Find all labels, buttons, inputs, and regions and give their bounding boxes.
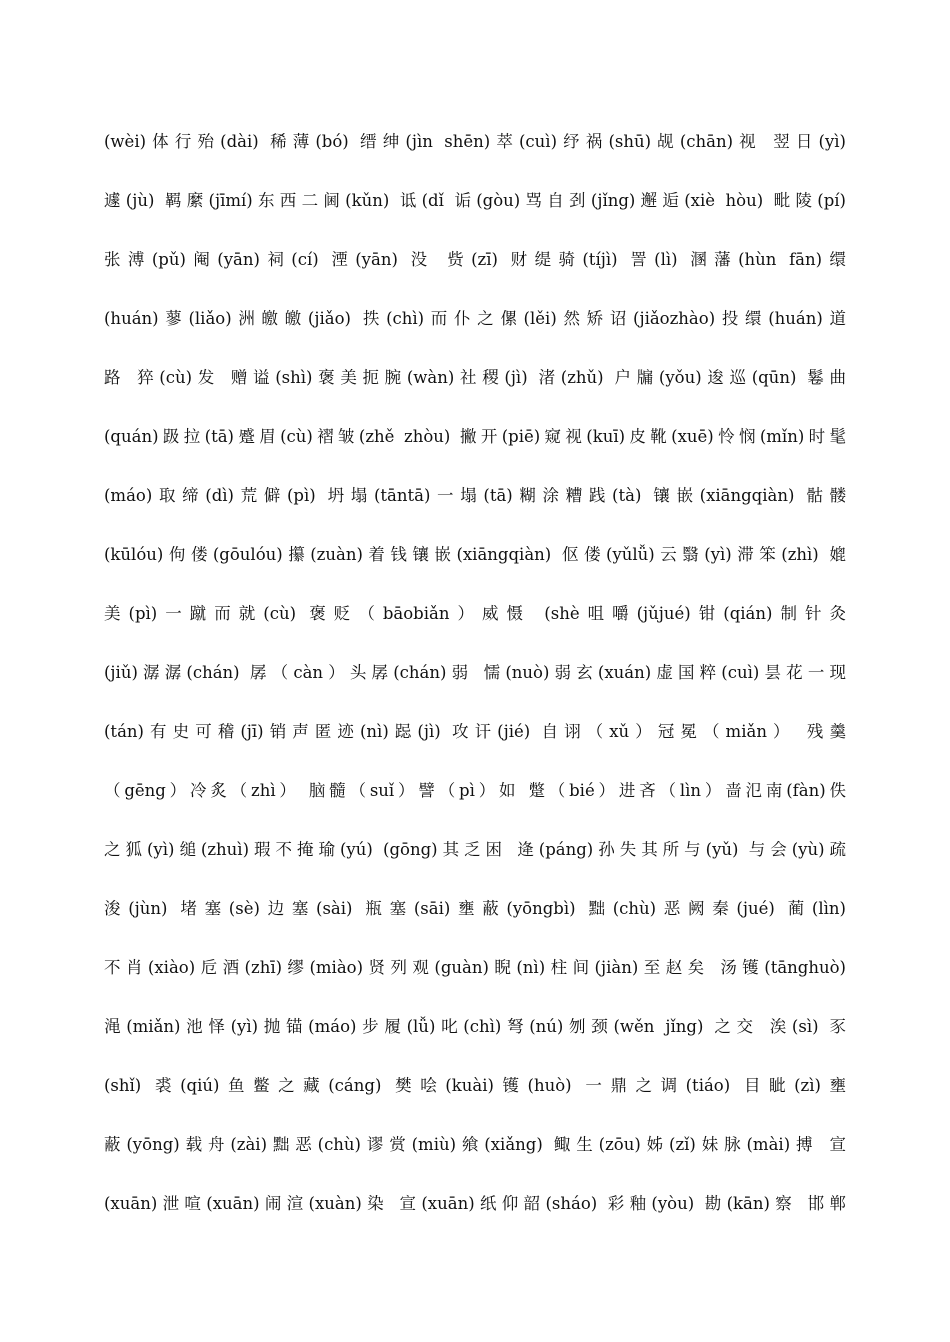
text-line-9: 美(pì)一蹴而就(cù) 褒贬（bāobiǎn）威慑 (shè咀嚼(jǔjué)钳(qián)制针灸 <box>104 604 846 623</box>
text-line-12: （gēng）冷炙（zhì） 脑髓（suǐ）譬（pì）如 蹩（bié）进吝（lìn）啬氾南(fàn)佚 <box>104 781 846 800</box>
text-line-11: (tán)有史可稽(jī)销声匿迹(nì)跽(jì) 攻讦(jié) 自诩（xǔ）冠冕（miǎn） 残羹 <box>104 722 846 741</box>
text-line-19: (xuān)泄喧(xuān)闹渲(xuàn)染 宣(xuān)纸仰韶(sháo) 彩釉(yòu) 勘(kān)察 邯郸 <box>104 1194 846 1213</box>
text-line-5: 路 猝(cù)发 赠谥(shì)褒美扼腕(wàn)社稷(jì) 渚(zhǔ) 户牖(yǒu)逡巡(qūn) 鬈曲 <box>104 368 846 387</box>
text-line-10: (jiǔ)潺潺(chán) 孱（càn）头孱(chán)弱 懦(nuò)弱玄(xuán)虚国粹(cuì)昙花一现 <box>104 663 846 682</box>
text-line-4: (huán)蓼(liǎo)洲皦皦(jiǎo) 抶(chì)而仆之傫(lěi)然矫诏(jiǎozhào)投缳(huán)道 <box>104 309 846 328</box>
text-line-6: (quán)趿拉(tā)蹙眉(cù)褶皱(zhě zhòu) 撇开(piē)窥视(kuī)皮靴(xuē)怜悯(mǐn)时髦 <box>104 427 846 446</box>
text-line-8: (kūlóu)佝偻(gōulóu)攥(zuàn)着钱镶嵌(xiāngqiàn) 伛偻(yǔlǚ)云翳(yì)滞笨(zhì) 媲 <box>104 545 846 564</box>
text-line-7: (máo)取缔(dì)荒僻(pì) 坍塌(tāntā)一塌(tā)糊涂糟践(tà) 镶嵌(xiāngqiàn) 骷髅 <box>104 486 846 505</box>
text-line-16: 渑(miǎn)池怿(yì)抛锚(máo)步履(lǚ)叱(chì)弩(nú)刎颈(wěn jǐng) 之交 涘(sì) 豕 <box>104 1017 846 1036</box>
text-line-15: 不肖(xiào)卮酒(zhī)缪(miào)贤列观(guàn)睨(nì)柱间(jiàn)至赵矣 汤镬(tānghuò) <box>104 958 846 977</box>
text-line-13: 之狐(yì)缒(zhuì)瑕不掩瑜(yú) (gōng)其乏困 逄(páng)孙失其所与(yǔ) 与会(yù)疏 <box>104 840 846 859</box>
text-line-17: (shǐ) 裘(qiú)鱼鳖之藏(cáng) 樊哙(kuài)镬(huò) 一鼎之调(tiáo) 目眦(zì)壅 <box>104 1076 846 1095</box>
text-line-1: (wèi)体行殆(dài) 稀薄(bó) 缙绅(jìn shēn)萃(cuì)纾祸(shū)觇(chān)视 翌日(yì) <box>104 132 846 151</box>
text-line-3: 张溥(pǔ)阉(yān)祠(cí) 湮(yān) 没 赀(zī) 财缇骑(tíjì) 詈(lì) 溷藩(hùn fān)缳 <box>104 250 846 269</box>
text-line-18: 蔽(yōng)载舟(zài)黜恶(chù)谬赏(miù)飨(xiǎng) 鲰生(zōu)姊(zǐ)妹脉(mài)搏 宣 <box>104 1135 846 1154</box>
text-line-2: 遽(jù) 羁縻(jīmí)东西二阃(kǔn) 诋(dǐ 诟(gòu)骂自刭(jǐng)邂逅(xiè hòu) 毗陵(pí) <box>104 191 846 210</box>
text-line-14: 浚(jùn) 堵塞(sè)边塞(sài) 瓶塞(sāi)壅蔽(yōngbì) 黜(chù)恶阙秦(jué) 蔺(lìn) <box>104 899 846 918</box>
pinyin-vocabulary-text <box>104 112 846 1233</box>
